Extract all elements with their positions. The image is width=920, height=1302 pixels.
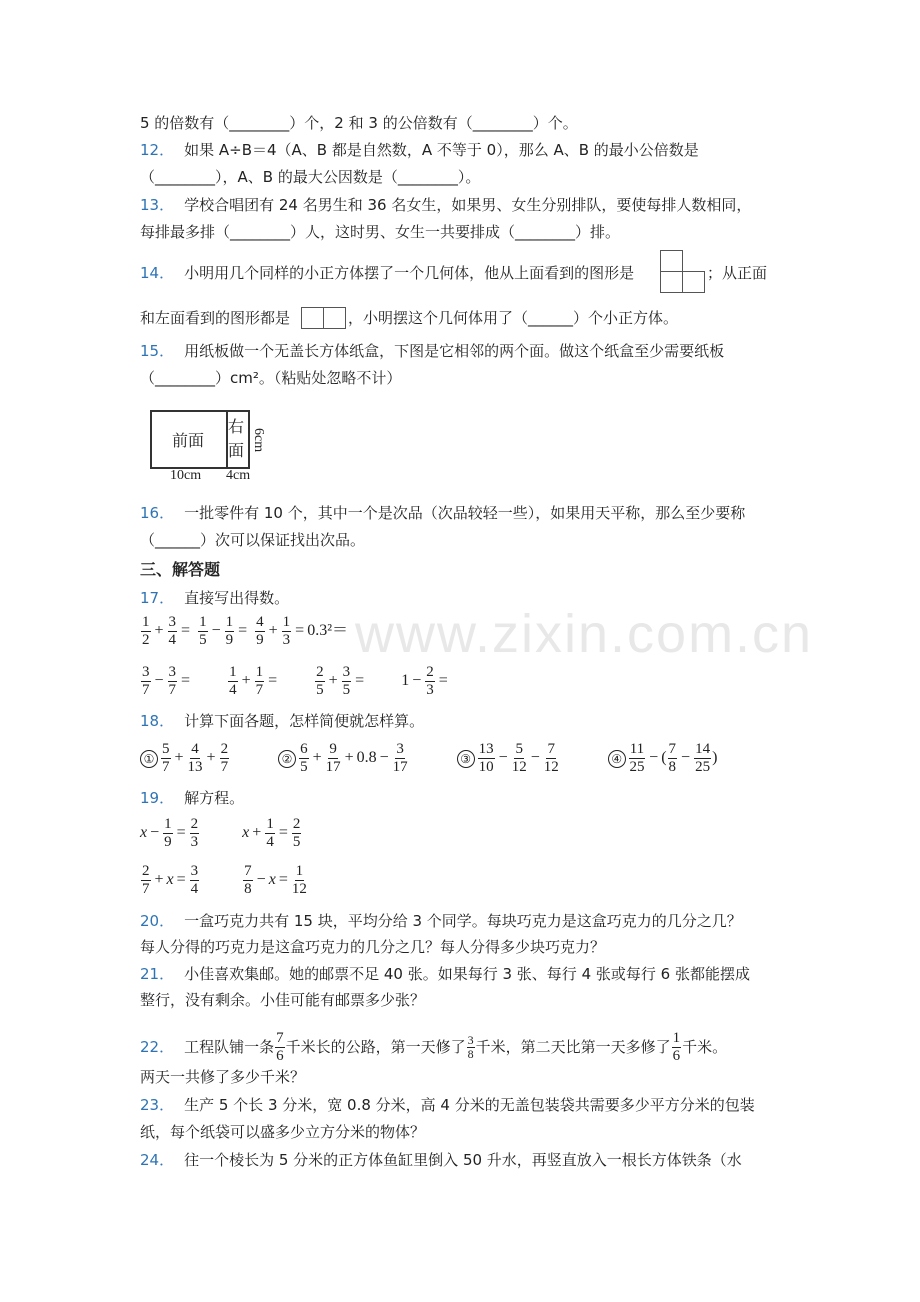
right-face-label-1: 右 [228,419,245,436]
q17-row2: $\frac{3}{7}$ − $\frac{3}{7}$ = $\frac{1}{4}$ + $\frac{1}{7}$ = $\frac{2}{5}$ + $\frac{3}{5}$ = 1 − $\frac{2}{3}$ = [142,664,448,698]
q19-text: 解方程。 [184,789,245,807]
q15-line2: （________）cm²。（粘贴处忽略不计） [140,369,402,387]
q22-line2: 两天一共修了多少千米？ [140,1068,306,1086]
width-label-right: 4cm [226,468,251,483]
q13-number: 13． [140,196,175,214]
q21-number: 21． [140,965,175,983]
q15-text: 用纸板做一个无盖长方体纸盒，下图是它相邻的两个面。做这个纸盒至少需要纸板 [184,342,725,360]
q12-text: 如果 A÷B＝4（A、B 都是自然数，A 不等于 0），那么 A、B 的最小公倍数是 [184,141,699,159]
q22-line1: 22． 工程队铺一条 $\frac{7}{6}$ 千米长的公路，第一天修了 $\frac{3}{8}$ 千米，第二天比第一天多修了 $\frac{1}{6}$ 千米。 [140,1030,728,1064]
q21-text: 小佳喜欢集邮。她的邮票不足 40 张。如果每行 3 张、每行 4 张或每行 6 张都能摆成 [184,965,750,983]
q14-line1 [140,263,634,283]
q18-text: 计算下面各题，怎样简便就怎样算。 [184,712,425,730]
q17-line [140,588,289,608]
q18-line [140,711,424,731]
q12-line1 [140,140,699,160]
q23-line1 [140,1095,755,1115]
q17-square: 0.3²＝ [307,622,348,640]
watermark: www.zixin.com.cn [355,604,814,664]
q23-line2: 纸，每个纸袋可以盛多少立方分米的物体？ [140,1123,426,1141]
q14-line2a: 和左面看到的图形都是 [140,309,291,327]
q14-text-a: 小明用几个同样的小正方体摆了一个几何体，他从上面看到的图形是 [184,264,635,282]
q20-line1 [140,911,742,931]
q24-line1 [140,1150,742,1170]
q15-line1 [140,341,724,361]
q17-number: 17． [140,589,175,607]
q14-line2b: ，小明摆这个几何体用了（______）个小正方体。 [348,309,679,327]
width-label-front: 10cm [170,468,202,483]
q18-row: ① $\frac{5}{7}$ + $\frac{4}{13}$ + $\frac{2}{7}$ ② $\frac{6}{5}$ + $\frac{9}{17}$ + 0.8 − $\frac{3}{17}$ ③ $\frac{13}{10}$ − $\frac{5}{12}$ − $\frac{7}{12}$ ④ $\frac{11}{25}$ − ( $\frac{7}{8}$ − $\frac{14}{25}$ ) [140,741,717,776]
q17-row1: $\frac{1}{2}$ + $\frac{3}{4}$ = $\frac{1}{5}$ − $\frac{1}{9}$ = $\frac{4}{9}$ + $\frac{1}{3}$ = 0.3²＝ [142,614,348,648]
q18-number: 18． [140,712,175,730]
height-label: 6cm [251,428,266,453]
q20-text: 一盒巧克力共有 15 块，平均分给 3 个同学。每块巧克力是这盒巧克力的几分之几？ [184,912,742,930]
q16-text: 一批零件有 10 个，其中一个是次品（次品较轻一些），如果用天平称，那么至少要称 [184,504,746,522]
q19-row1: x − $\frac{1}{9}$ = $\frac{2}{3}$ x + $\frac{1}{4}$ = $\frac{2}{5}$ [140,816,301,850]
q13-line1 [140,195,751,215]
q23-number: 23． [140,1096,175,1114]
q16-line2: （______）次可以保证找出次品。 [140,531,366,549]
right-face-label-2: 面 [228,443,245,460]
q19-line [140,788,244,808]
q20-line2: 每人分得的巧克力是这盒巧克力的几分之几？每人分得多少块巧克力？ [140,938,606,956]
front-face-label: 前面 [172,433,205,450]
q22-number: 22． [140,1038,175,1056]
q24-number: 24． [140,1151,175,1169]
q21-line1 [140,964,750,984]
q12-number: 12． [140,141,175,159]
q16-number: 16． [140,504,175,522]
q14-text-b: ；从正面 [707,264,768,282]
top-view-figure [660,250,704,292]
q20-number: 20． [140,912,175,930]
q11-tail: 5 的倍数有（________）个，2 和 3 的公倍数有（________）个。 [140,114,578,132]
q17-text: 直接写出得数。 [184,589,290,607]
q19-row2: $\frac{2}{7}$ + x = $\frac{3}{4}$ $\frac{7}{8}$ − x = $\frac{1}{12}$ [142,863,307,897]
q19-number: 19． [140,789,175,807]
front-view-figure [301,307,345,329]
q13-line2: 每排最多排（________）人，这时男、女生一共要排成（________）排。 [140,223,621,241]
q12-line2: （________），A、B 的最大公因数是（________）。 [140,168,481,186]
box-faces-figure [150,410,280,490]
section-heading: 三、解答题 [140,560,221,579]
q16-line1 [140,503,745,523]
q23-text: 生产 5 个长 3 分米，宽 0.8 分米，高 4 分米的无盖包装袋共需要多少平方分米的包装 [184,1096,755,1114]
q13-text: 学校合唱团有 24 名男生和 36 名女生，如果男、女生分别排队，要使每排人数相同， [184,196,752,214]
q14-number: 14． [140,264,175,282]
q21-line2: 整行，没有剩余。小佳可能有邮票多少张？ [140,991,426,1009]
q24-text: 往一个棱长为 5 分米的正方体鱼缸里倒入 50 升水，再竖直放入一根长方体铁条（水 [184,1151,742,1169]
q15-number: 15． [140,342,175,360]
